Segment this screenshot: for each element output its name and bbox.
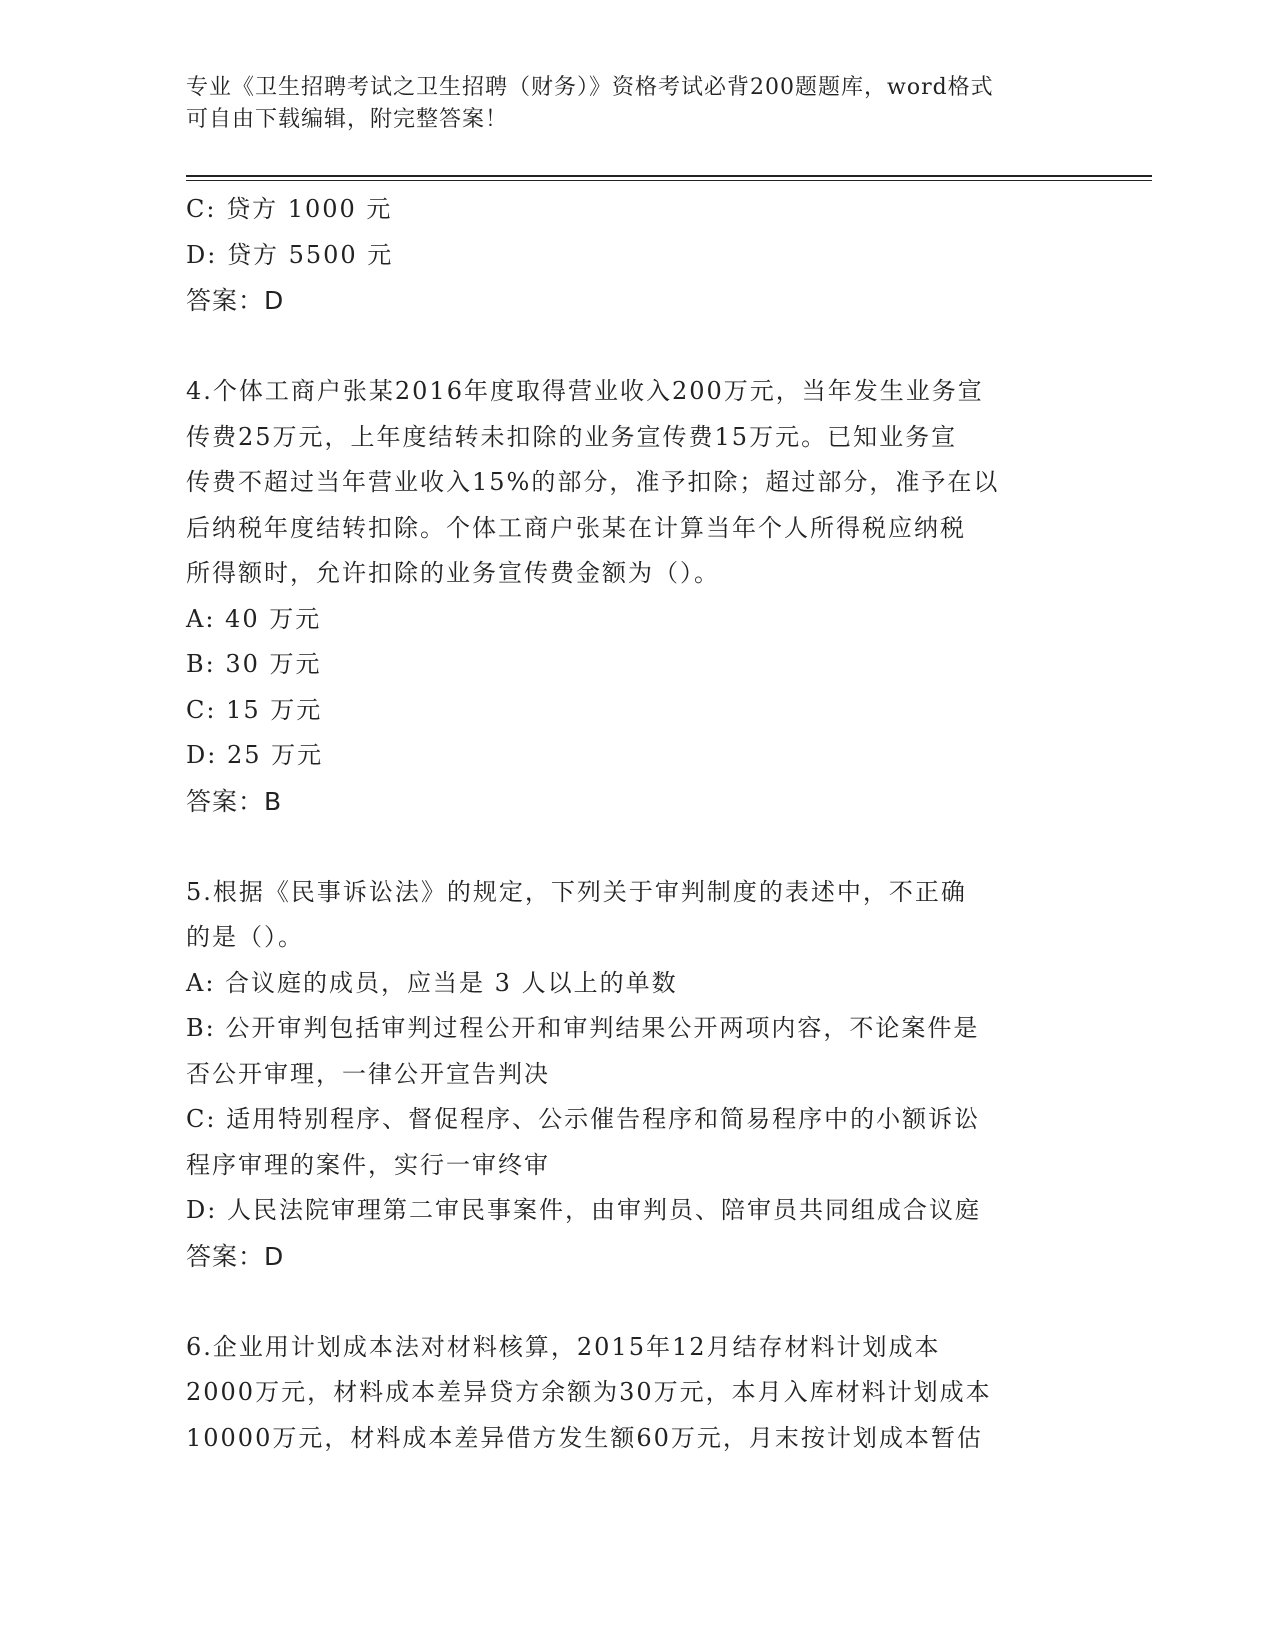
q5-option-b-line: B: 公开审判包括审判过程公开和审判结果公开两项内容，不论案件是 <box>186 1014 980 1042</box>
q4-answer: 答案：B <box>186 786 283 816</box>
q3-answer: 答案：D <box>186 286 285 315</box>
header-divider-thick <box>186 175 1152 177</box>
spacer <box>186 824 1086 870</box>
q4-stem-line: 传费不超过当年营业收入15%的部分，准予扣除；超过部分，准予在以 <box>186 468 1000 496</box>
header-divider-thin <box>186 180 1152 181</box>
q3-option-d: D: 贷方 5500 元 <box>186 240 394 269</box>
q6-stem-line: 10000万元，材料成本差异借方发生额60万元，月末按计划成本暂估 <box>186 1423 983 1452</box>
q5-option-c-line: C: 适用特别程序、督促程序、公示催告程序和简易程序中的小额诉讼 <box>186 1105 981 1133</box>
q6-stem-line: 6.企业用计划成本法对材料核算，2015年12月结存材料计划成本 <box>186 1332 941 1361</box>
q5-option-c-line: 程序审理的案件，实行一审终审 <box>186 1150 550 1179</box>
q4-stem-line: 后纳税年度结转扣除。个体工商户张某在计算当年个人所得税应纳税 <box>186 513 966 542</box>
q5-stem-line: 的是（）。 <box>186 923 304 951</box>
q4-stem-line: 所得额时，允许扣除的业务宣传费金额为（）。 <box>186 559 720 587</box>
q5-option-a: A: 合议庭的成员，应当是 3 人以上的单数 <box>186 968 678 997</box>
question-5 <box>186 870 1086 1280</box>
q5-option-d: D: 人民法院审理第二审民事案件，由审判员、陪审员共同组成合议庭 <box>186 1196 981 1224</box>
question-4 <box>186 369 1086 824</box>
q4-stem-line: 4.个体工商户张某2016年度取得营业收入200万元，当年发生业务宣 <box>186 377 984 405</box>
header-title-line-2: 可自由下载编辑，附完整答案！ <box>186 107 509 132</box>
question-6 <box>186 1325 1086 1462</box>
q4-option-c: C: 15 万元 <box>186 695 323 724</box>
q3-option-c: C: 贷方 1000 元 <box>186 195 393 223</box>
q4-option-a: A: 40 万元 <box>186 604 322 633</box>
q5-option-b-line: 否公开审理，一律公开宣告判决 <box>186 1059 550 1088</box>
document-header <box>186 72 1066 136</box>
spacer <box>186 1279 1086 1325</box>
header-title-line-1: 专业《卫生招聘考试之卫生招聘（财务）》资格考试必背200题题库，word格式 <box>186 75 994 100</box>
spacer <box>186 324 1086 370</box>
q4-stem-line: 传费25万元，上年度结转未扣除的业务宣传费15万元。已知业务宣 <box>186 422 958 451</box>
question-3 <box>186 187 1086 324</box>
q4-option-b: B: 30 万元 <box>186 650 322 678</box>
q5-stem-line: 5.根据《民事诉讼法》的规定，下列关于审判制度的表述中，不正确 <box>186 877 967 906</box>
document-body <box>186 187 1086 1461</box>
q6-stem-line: 2000万元，材料成本差异贷方余额为30万元，本月入库材料计划成本 <box>186 1378 992 1406</box>
q5-answer: 答案：D <box>186 1241 285 1271</box>
q4-option-d: D: 25 万元 <box>186 741 324 769</box>
